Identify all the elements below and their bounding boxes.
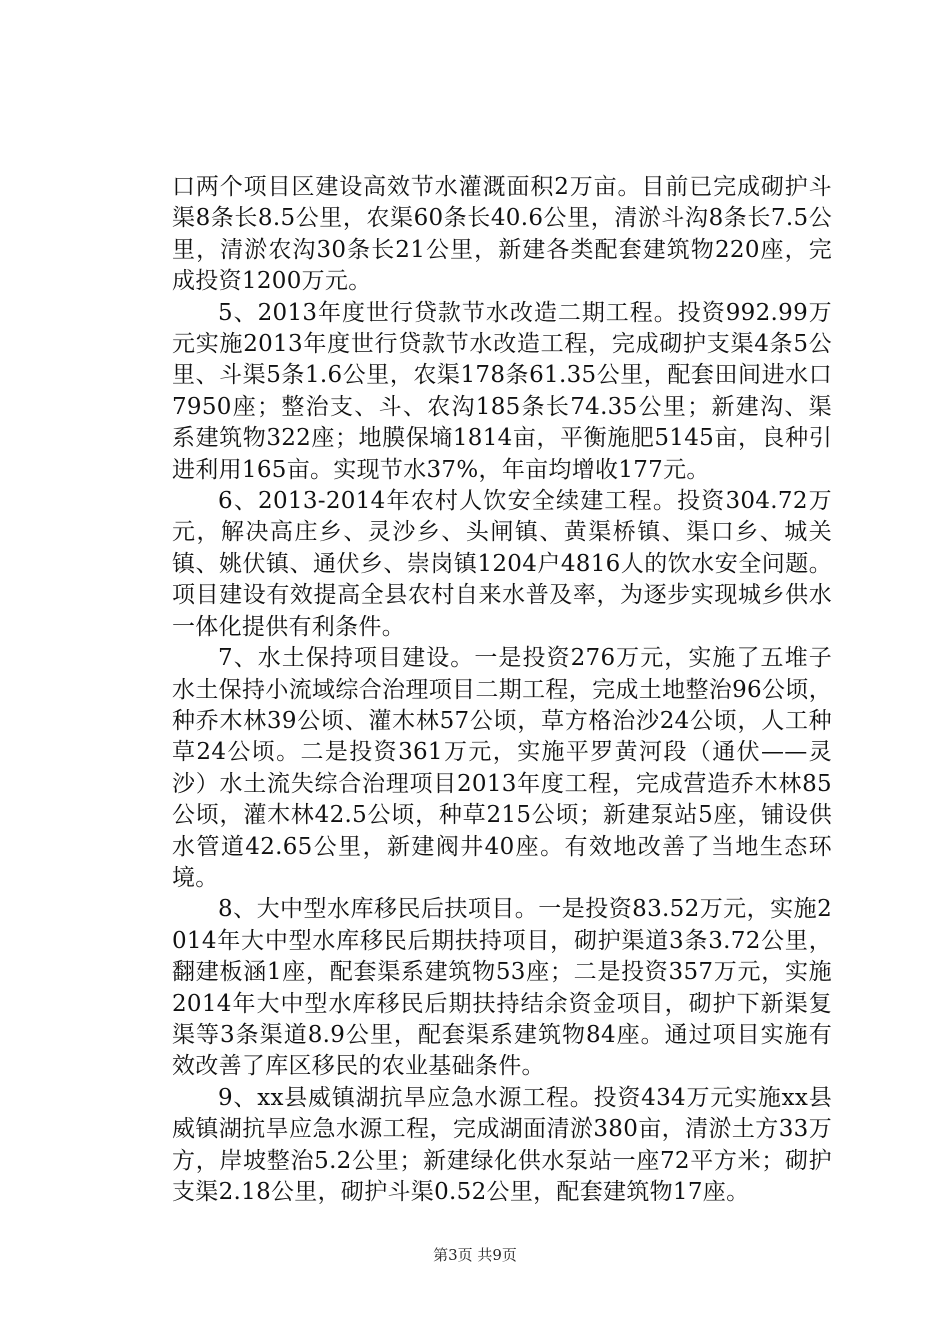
paragraph-item-6: 6、2013-2014年农村人饮安全续建工程。投资304.72万元，解决高庄乡、灵沙乡、头闸镇、黄渠桥镇、渠口乡、城关镇、姚伏镇、通伏乡、崇岗镇1204户4816人的饮水安全问题。项目建设有效提高全县农村自来水普及率，为逐步实现城乡供水一体化提供有利条件。 [172, 488, 832, 640]
paragraph-item-7: 7、水土保持项目建设。一是投资276万元，实施了五堆子水土保持小流域综合治理项目二期工程，完成土地整治96公顷，种乔木林39公顷、灌木林57公顷，草方格治沙24公顷，人工种草24公顷。二是投资361万元，实施平罗黄河段（通伏——灵沙）水土流失综合治理项目2013年度工程，完成营造乔木林85公顷，灌木林42.5公顷，种草215公顷；新建泵站5座，铺设供水管道42.65公里，新建阀井40座。有效地改善了当地生态环境。 [172, 645, 832, 891]
page-number-footer: 第3页 共9页 [433, 1246, 517, 1264]
paragraph-item-8: 8、大中型水库移民后扶项目。一是投资83.52万元，实施2014年大中型水库移民后期扶持项目，砌护渠道3条3.72公里，翻建板涵1座，配套渠系建筑物53座；二是投资357万元，实施2014年大中型水库移民后期扶持结余资金项目，砌护下新渠复渠等3条渠道8.9公里，配套渠系建筑物84座。通过项目实施有效改善了库区移民的农业基础条件。 [172, 896, 832, 1080]
paragraph-item-9: 9、xx县威镇湖抗旱应急水源工程。投资434万元实施xx县威镇湖抗旱应急水源工程，完成湖面清淤380亩，清淤土方33万方，岸坡整治5.2公里；新建绿化供水泵站一座72平方米；砌护支渠2.18公里，砌护斗渠0.52公里，配套建筑物17座。 [172, 1084, 832, 1205]
paragraph-item-5: 5、2013年度世行贷款节水改造二期工程。投资992.99万元实施2013年度世行贷款节水改造工程，完成砌护支渠4条5公里、斗渠5条1.6公里，农渠178条61.35公里，配套田间进水口7950座；整治支、斗、农沟185条长74.35公里；新建沟、渠系建筑物322座；地膜保墒1814亩，平衡施肥5145亩，良种引进利用165亩。实现节水37%，年亩均增收177元。 [172, 299, 832, 483]
document-body [172, 172, 832, 1208]
paragraph-continuation: 口两个项目区建设高效节水灌溉面积2万亩。目前已完成砌护斗渠8条长8.5公里，农渠60条长40.6公里，清淤斗沟8条长7.5公里，清淤农沟30条长21公里，新建各类配套建筑物220座，完成投资1200万元。 [172, 174, 832, 295]
